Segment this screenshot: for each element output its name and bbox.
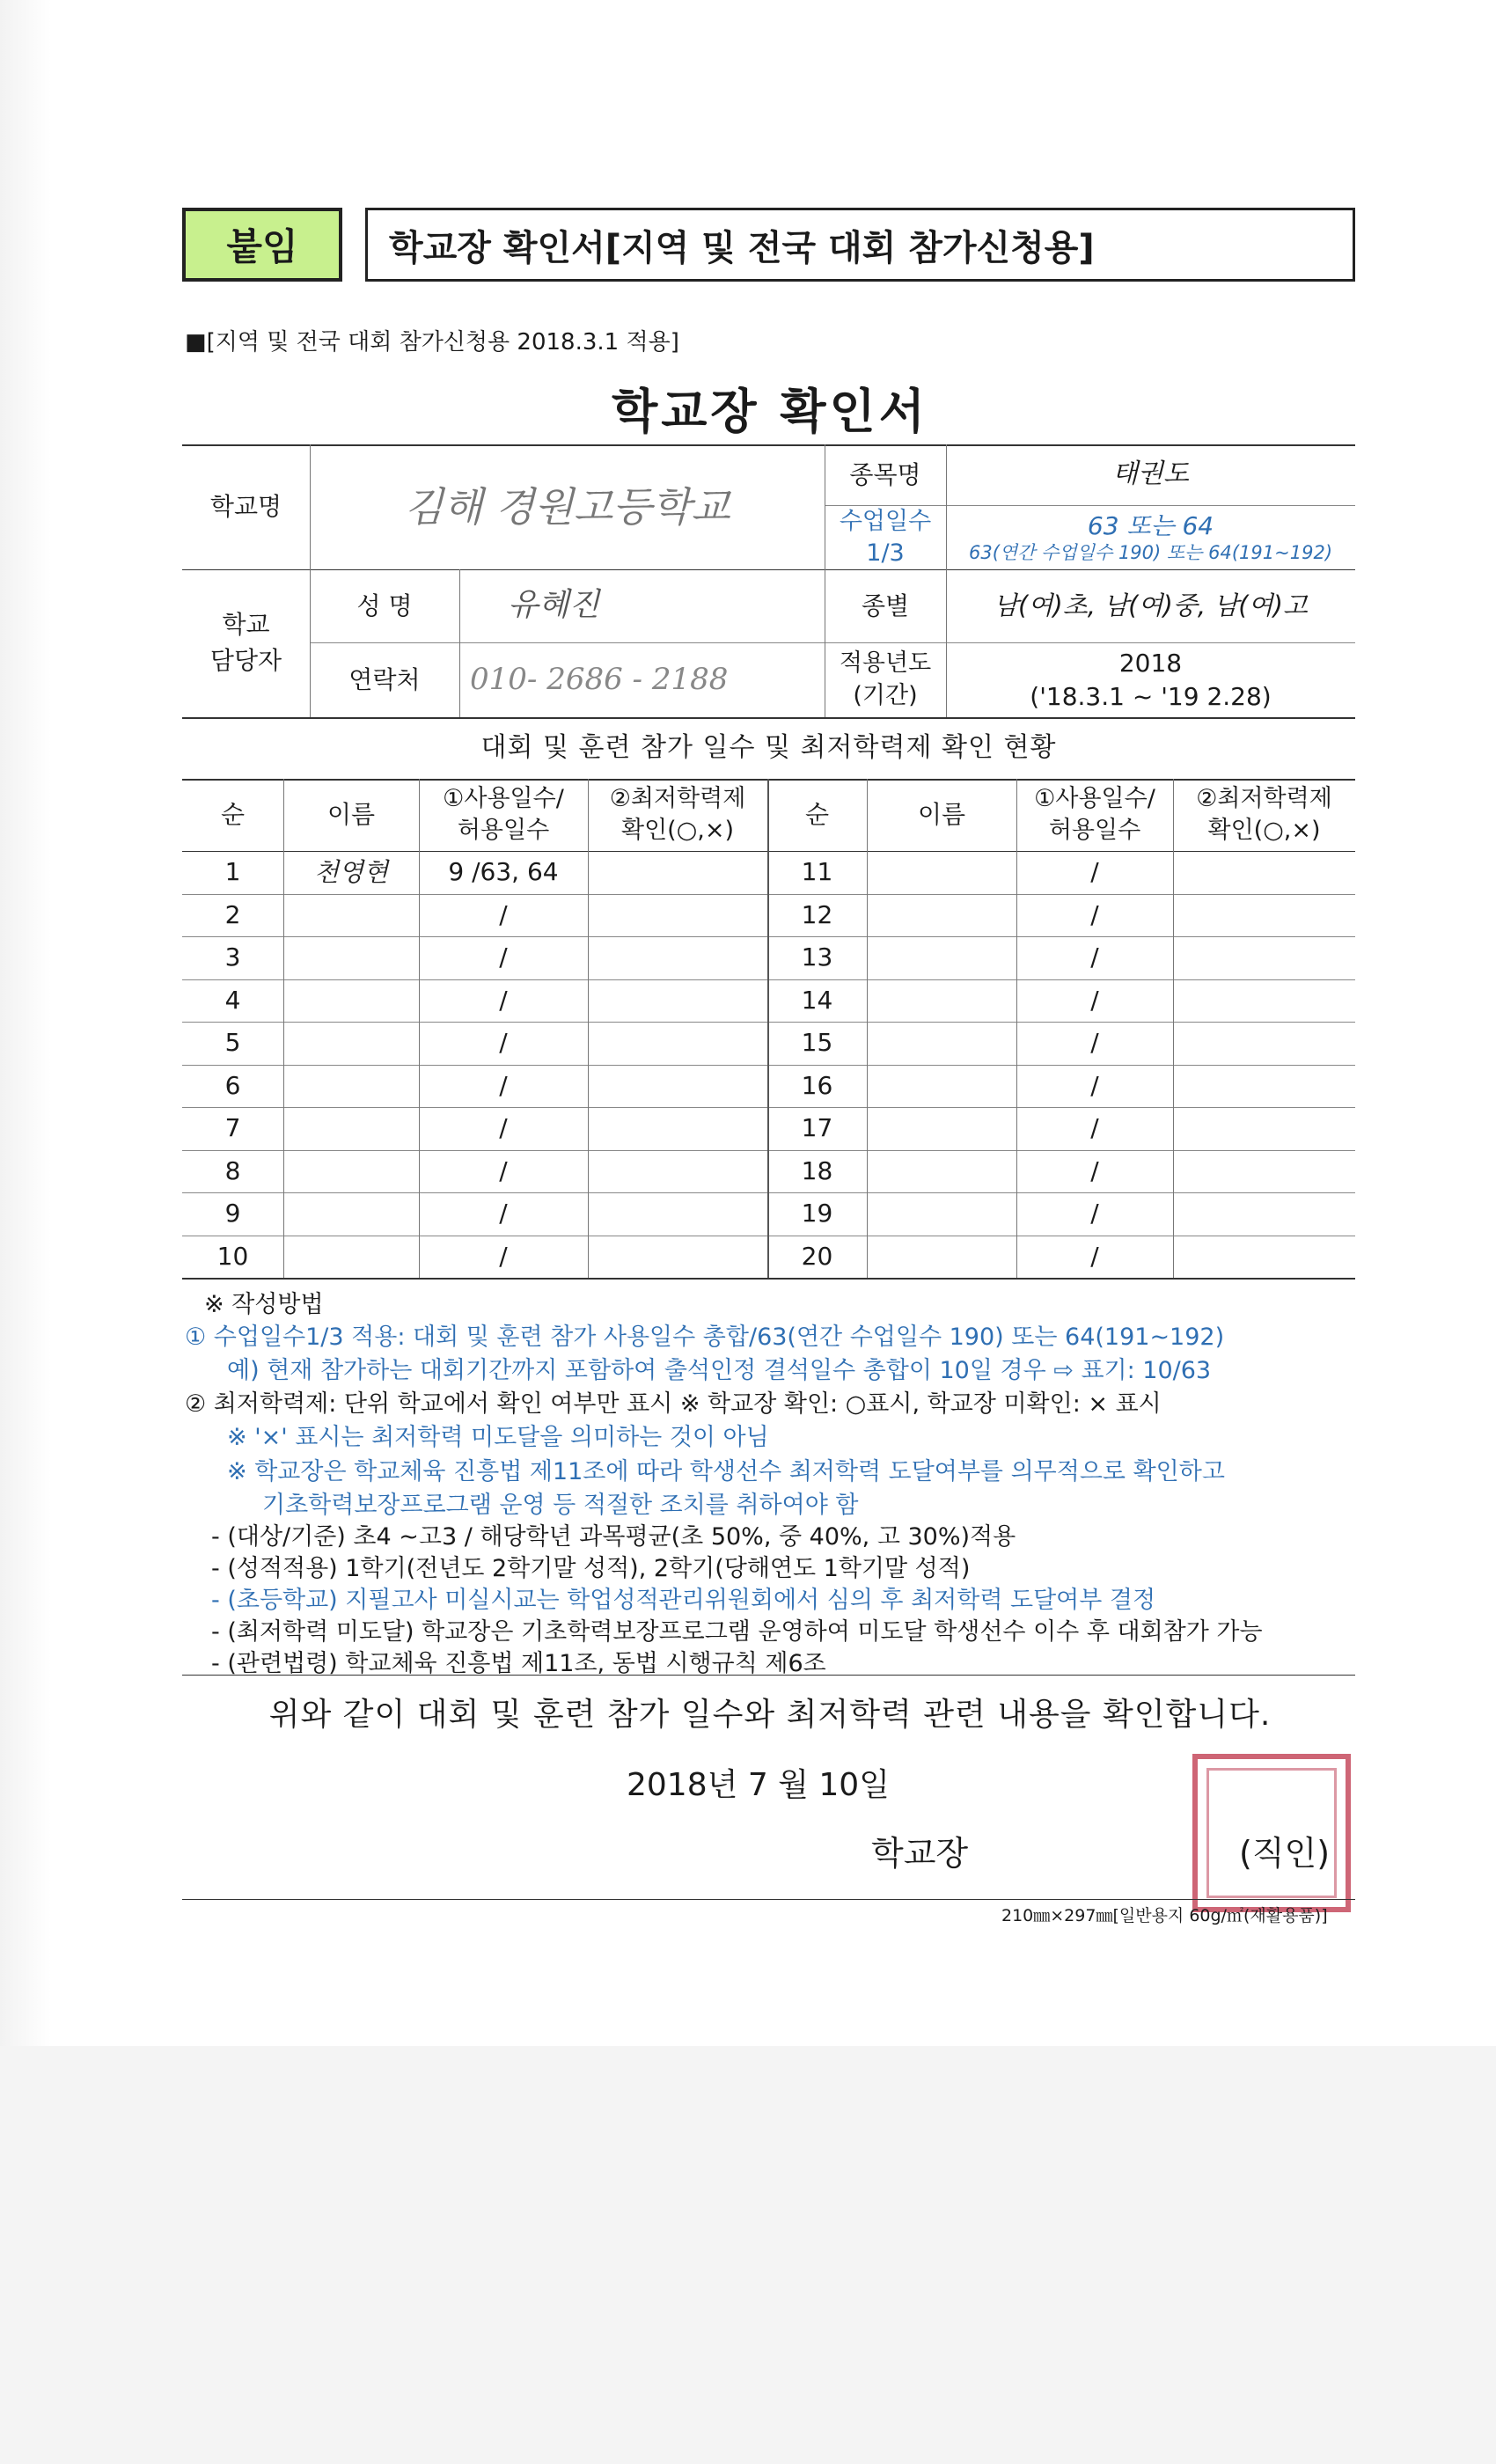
row-used-days: / — [1090, 985, 1099, 1015]
row-min-academic — [1173, 1236, 1355, 1279]
header-name: 이름 — [326, 800, 376, 830]
header-min-line2: 확인(○,×) — [621, 817, 734, 844]
row-name — [867, 1107, 1016, 1150]
applicability-note: ■[지역 및 전국 대회 참가신청용 2018.3.1 적용] — [185, 329, 679, 356]
manager-label-line1: 학교 — [222, 610, 270, 640]
header-min-line1: ②최저학력제 — [1196, 784, 1332, 812]
row-name — [283, 1107, 419, 1150]
days-label — [825, 505, 946, 569]
footer-line — [182, 1899, 1355, 1900]
row-name — [283, 894, 419, 937]
row-no: 14 — [801, 985, 833, 1015]
row-name — [283, 1236, 419, 1279]
row-used-days: / — [499, 899, 508, 929]
category-label: 종별 — [861, 590, 910, 620]
note-1b: 예) 현재 참가하는 대회기간까지 포함하여 출석인정 결석일수 총합이 10일 경우 ⇨ 표기: 10/63 — [227, 1357, 1212, 1384]
row-min-academic — [588, 1236, 767, 1279]
row-min-academic — [588, 1107, 767, 1150]
row-min-academic — [1173, 1150, 1355, 1193]
year-label-line1: 적용년도 — [839, 649, 932, 678]
note-3: ※ '×' 표시는 최저학력 미도달을 의미하는 것이 아님 — [227, 1424, 769, 1451]
row-no: 16 — [801, 1070, 833, 1100]
row-name — [867, 979, 1016, 1023]
row-no: 19 — [801, 1199, 833, 1228]
row-no: 4 — [224, 985, 241, 1015]
issue-date: 2018년 7 월 10일 — [627, 1767, 890, 1803]
row-no: 12 — [801, 899, 833, 929]
row-min-academic — [588, 979, 767, 1023]
days-value-main: 63 또는 64 — [1087, 510, 1214, 540]
header-no: 순 — [220, 800, 246, 830]
detail-5: - (관련법령) 학교체육 진흥법 제11조, 동법 시행규칙 제6조 — [211, 1650, 826, 1677]
row-used-days: / — [499, 1028, 508, 1058]
row-name — [867, 894, 1016, 937]
name-value: 유혜진 — [508, 587, 600, 624]
detail-4: - (최저학력 미도달) 학교장은 기초학력보장프로그램 운영하여 미도달 학생선수 이수 후 대회참가 가능 — [211, 1618, 1263, 1646]
row-used-days: / — [499, 985, 508, 1015]
row-used-days: / — [499, 1199, 508, 1228]
row-min-academic — [1173, 1065, 1355, 1108]
row-no: 6 — [224, 1070, 241, 1100]
row-name — [283, 1150, 419, 1193]
row-name — [283, 1065, 419, 1108]
row-min-academic — [588, 1065, 767, 1108]
row-used-days: / — [499, 942, 508, 972]
row-min-academic — [1173, 894, 1355, 937]
row-name — [283, 1022, 419, 1065]
note-2: ② 최저학력제: 단위 학교에서 확인 여부만 표시 ※ 학교장 확인: ○표시, 학교장 미확인: × 표시 — [185, 1390, 1162, 1418]
row-no: 13 — [801, 942, 833, 972]
row-name — [867, 1192, 1016, 1236]
row-no: 1 — [224, 857, 241, 887]
row-min-academic — [1173, 979, 1355, 1023]
row-min-academic — [588, 936, 767, 979]
year-value-line2: ('18.3.1 ~ '19 2.28) — [1030, 681, 1272, 711]
row-min-academic — [1173, 1022, 1355, 1065]
scan-margin — [0, 2046, 1496, 2464]
row-no: 2 — [224, 899, 241, 929]
document-header: 학교장 확인서[지역 및 전국 대회 참가신청용] — [365, 208, 1355, 282]
row-no: 3 — [224, 942, 241, 972]
row-min-academic — [588, 851, 767, 894]
row-no: 20 — [801, 1241, 833, 1271]
detail-2: - (성적적용) 1학기(전년도 2학기말 성적), 2학기(당해연도 1학기말 성적) — [211, 1555, 971, 1582]
days-value — [946, 505, 1355, 569]
row-name — [867, 1236, 1016, 1279]
days-label-line1: 수업일수 — [839, 508, 932, 536]
row-used-days: / — [1090, 1241, 1099, 1271]
header-used-line1: ①사용일수/ — [1034, 784, 1155, 812]
sport-value: 태권도 — [1112, 458, 1189, 490]
category-value: 남(여)초, 남(여)중, 남(여)고 — [994, 590, 1308, 620]
year-label-line2: (기간) — [853, 681, 918, 709]
header-min-line1: ②최저학력제 — [609, 784, 746, 812]
row-min-academic — [588, 1192, 767, 1236]
name-label: 성 명 — [356, 590, 413, 620]
header-min-academic — [588, 779, 767, 851]
row-no: 7 — [224, 1113, 241, 1143]
principal-label: 학교장 — [871, 1834, 969, 1873]
row-no: 15 — [801, 1028, 833, 1058]
header-used-days — [1016, 779, 1173, 851]
header-min-academic — [1173, 779, 1355, 851]
row-used-days: / — [1090, 857, 1099, 887]
header-no: 순 — [804, 800, 830, 830]
contact-label: 연락처 — [348, 664, 421, 694]
paper-spec: 210㎜×297㎜[일반용지 60g/㎡(재활용품)] — [1001, 1906, 1328, 1925]
section-title: 대회 및 훈련 참가 일수 및 최저학력제 확인 현황 — [480, 731, 1057, 763]
table-bottom-line — [182, 1278, 1355, 1280]
row-no: 17 — [801, 1113, 833, 1143]
notes-divider — [182, 1675, 1355, 1676]
days-value-detail: 63(연간 수업일수 190) 또는 64(191~192) — [968, 541, 1333, 563]
row-used-days: / — [499, 1155, 508, 1185]
header-used-line1: ①사용일수/ — [443, 784, 564, 812]
sport-label: 종목명 — [849, 459, 921, 489]
row-used-days: / — [1090, 942, 1099, 972]
row-used-days: / — [499, 1070, 508, 1100]
row-used-days: 9 /63, 64 — [448, 857, 559, 887]
row-used-days: / — [1090, 1070, 1099, 1100]
row-min-academic — [588, 1150, 767, 1193]
year-value-line1: 2018 — [1118, 648, 1183, 678]
header-used-days — [419, 779, 588, 851]
row-min-academic — [588, 894, 767, 937]
row-used-days: / — [1090, 1155, 1099, 1185]
note-4a: ※ 학교장은 학교체육 진흥법 제11조에 따라 학생선수 최저학력 도달여부를 의무적으로 확인하고 — [227, 1458, 1225, 1485]
school-value: 김해 경원고등학교 — [404, 482, 730, 531]
header-min-line2: 확인(○,×) — [1207, 817, 1321, 844]
manager-label — [182, 569, 310, 717]
seal-label: (직인) — [1239, 1834, 1331, 1873]
notes-heading: ※ 작성방법 — [204, 1291, 324, 1318]
row-used-days: / — [499, 1241, 508, 1271]
note-1a: ① 수업일수1/3 적용: 대회 및 훈련 참가 사용일수 총합/63(연간 수업일수 190) 또는 64(191~192) — [185, 1324, 1225, 1351]
row-min-academic — [1173, 851, 1355, 894]
year-value — [946, 642, 1355, 717]
detail-1: - (대상/기준) 초4 ~고3 / 해당학년 과목평균(초 50%, 중 40%, 고 30%)적용 — [211, 1523, 1016, 1551]
row-used-days: / — [1090, 899, 1099, 929]
days-label-line2: 1/3 — [866, 539, 905, 567]
row-min-academic — [1173, 1107, 1355, 1150]
row-no: 11 — [801, 857, 833, 887]
manager-label-line2: 담당자 — [209, 646, 282, 675]
row-name — [283, 936, 419, 979]
note-4b: 기초학력보장프로그램 운영 등 적절한 조치를 취하여야 함 — [262, 1492, 859, 1519]
row-name — [867, 936, 1016, 979]
row-used-days: / — [1090, 1028, 1099, 1058]
header-used-line2: 허용일수 — [457, 817, 550, 844]
header-used-line2: 허용일수 — [1048, 817, 1141, 844]
row-name — [283, 1192, 419, 1236]
row-name: 천영현 — [313, 856, 389, 887]
row-name — [867, 1065, 1016, 1108]
row-min-academic — [1173, 1192, 1355, 1236]
row-name — [867, 1022, 1016, 1065]
row-no: 18 — [801, 1155, 833, 1185]
row-no: 9 — [224, 1199, 241, 1228]
row-no: 10 — [216, 1241, 249, 1271]
row-min-academic — [1173, 936, 1355, 979]
year-label — [825, 642, 946, 717]
row-min-academic — [588, 1022, 767, 1065]
attachment-label: 붙임 — [182, 208, 342, 282]
row-name — [867, 1150, 1016, 1193]
school-label: 학교명 — [209, 492, 282, 522]
confirmation-statement: 위와 같이 대회 및 훈련 참가 일수와 최저학력 관련 내용을 확인합니다. — [268, 1697, 1272, 1733]
row-used-days: / — [499, 1113, 508, 1143]
page-title: 학교장 확인서 — [612, 384, 928, 439]
row-no: 8 — [224, 1155, 241, 1185]
scan-edge — [0, 0, 51, 2046]
row-used-days: / — [1090, 1199, 1099, 1228]
row-used-days: / — [1090, 1113, 1099, 1143]
row-no: 5 — [224, 1028, 241, 1058]
row-name — [283, 979, 419, 1023]
contact-value: 010- 2686 - 2188 — [470, 661, 729, 697]
header-name: 이름 — [917, 800, 966, 830]
detail-3: - (초등학교) 지필고사 미실시교는 학업성적관리위원회에서 심의 후 최저학력 도달여부 결정 — [211, 1587, 1156, 1614]
row-name — [867, 851, 1016, 894]
